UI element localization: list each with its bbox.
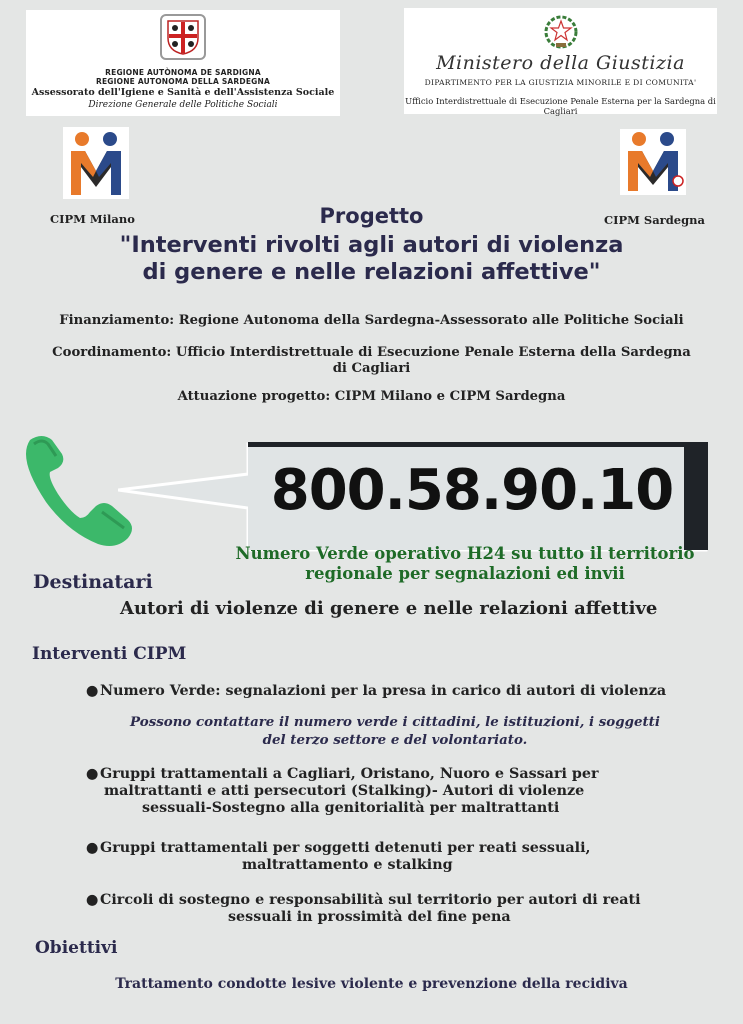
sardegna-assessorato: Assessorato dell'Igiene e Sanità e dell'Assistenza Sociale	[31, 87, 335, 98]
cipm-sardegna-logo-icon	[620, 129, 686, 195]
sardegna-name-italian: REGIONE AUTONOMA DELLA SARDEGNA	[95, 77, 270, 86]
coordination-text-line1: Coordinamento: Ufficio Interdistrettuale di Esecuzione Penale Esterna della Sardegna	[52, 345, 691, 360]
sardegna-crest-icon	[160, 14, 206, 60]
destinatari-text: Autori di violenze di genere e nelle relazioni affettive	[120, 598, 658, 619]
project-label: Progetto	[319, 204, 424, 228]
bullet-dot: ●	[86, 892, 99, 908]
project-title-line2: di genere e nelle relazioni affettive"	[142, 259, 601, 285]
hotline-number[interactable]: 800.58.90.10	[270, 458, 674, 523]
coordination-text-line2: di Cagliari	[332, 361, 411, 376]
italian-emblem-icon	[544, 14, 578, 50]
financing-text: Finanziamento: Regione Autonoma della Sardegna-Assessorato alle Politiche Sociali	[59, 313, 684, 328]
obiettivi-text: Trattamento condotte lesive violente e prevenzione della recidiva	[115, 976, 628, 992]
bullet4-line2: sessuali in prossimità del fine pena	[228, 909, 511, 925]
regione-sardegna-logo	[26, 10, 340, 116]
ministero-giustizia-logo	[404, 8, 717, 114]
bullet-dot: ●	[86, 683, 99, 699]
dipartimento-label: DIPARTIMENTO PER LA GIUSTIZIA MINORILE E DI COMUNITA'	[424, 78, 697, 87]
bullet2-line2: maltrattanti e atti persecutori (Stalking)- Autori di violenze	[104, 783, 585, 799]
cipm-sardegna-label: CIPM Sardegna	[604, 213, 705, 227]
hotline-description	[200, 544, 730, 584]
project-title-line1: "Interventi rivolti agli autori di violenza	[119, 232, 624, 258]
contact-note-line1: Possono contattare il numero verde i cittadini, le istituzioni, i soggetti	[130, 714, 660, 730]
bullet-dot: ●	[86, 766, 99, 782]
bullet3-line2: maltrattamento e stalking	[242, 857, 453, 873]
ministero-title: Ministero della Giustizia	[436, 52, 685, 74]
hotline-desc-line1: Numero Verde operativo H24 su tutto il territorio	[235, 544, 695, 563]
bullet-numero-verde	[86, 683, 666, 700]
destinatari-heading: Destinatari	[33, 571, 153, 593]
hotline-desc-line2: regionale per segnalazioni ed invii	[305, 564, 625, 583]
obiettivi-heading: Obiettivi	[35, 938, 118, 958]
contact-note	[80, 713, 710, 749]
bullet2-line1: Gruppi trattamentali a Cagliari, Oristano, Nuoro e Sassari per	[100, 766, 599, 782]
sardegna-name-sardinian: REGIONE AUTÒNOMA DE SARDIGNA	[105, 68, 261, 77]
ufficio-label: Ufficio Interdistrettuale di Esecuzione Penale Esterna per la Sardegna di Cagliari	[405, 96, 716, 116]
interventi-heading: Interventi CIPM	[32, 644, 187, 664]
cipm-milano-label: CIPM Milano	[50, 212, 135, 226]
bullet-dot: ●	[86, 840, 99, 856]
bullet-gruppi-trattamentali	[86, 766, 599, 817]
bullet2-line3: sessuali-Sostegno alla genitorialità per maltrattanti	[142, 800, 560, 816]
bullet1-text: Numero Verde: segnalazioni per la presa in carico di autori di violenza	[100, 683, 667, 699]
bullet-gruppi-detenuti	[86, 840, 590, 874]
contact-note-line2: del terzo settore e del volontariato.	[262, 732, 528, 748]
bullet3-line1: Gruppi trattamentali per soggetti detenuti per reati sessuali,	[100, 840, 591, 856]
bullet-circoli-sostegno	[86, 892, 641, 926]
sardegna-direzione: Direzione Generale delle Politiche Sociali	[88, 100, 278, 110]
cipm-milano-logo-icon	[63, 127, 129, 199]
implementation-text: Attuazione progetto: CIPM Milano e CIPM Sardegna	[177, 389, 566, 404]
bullet4-line1: Circoli di sostegno e responsabilità sul territorio per autori di reati	[100, 892, 641, 908]
